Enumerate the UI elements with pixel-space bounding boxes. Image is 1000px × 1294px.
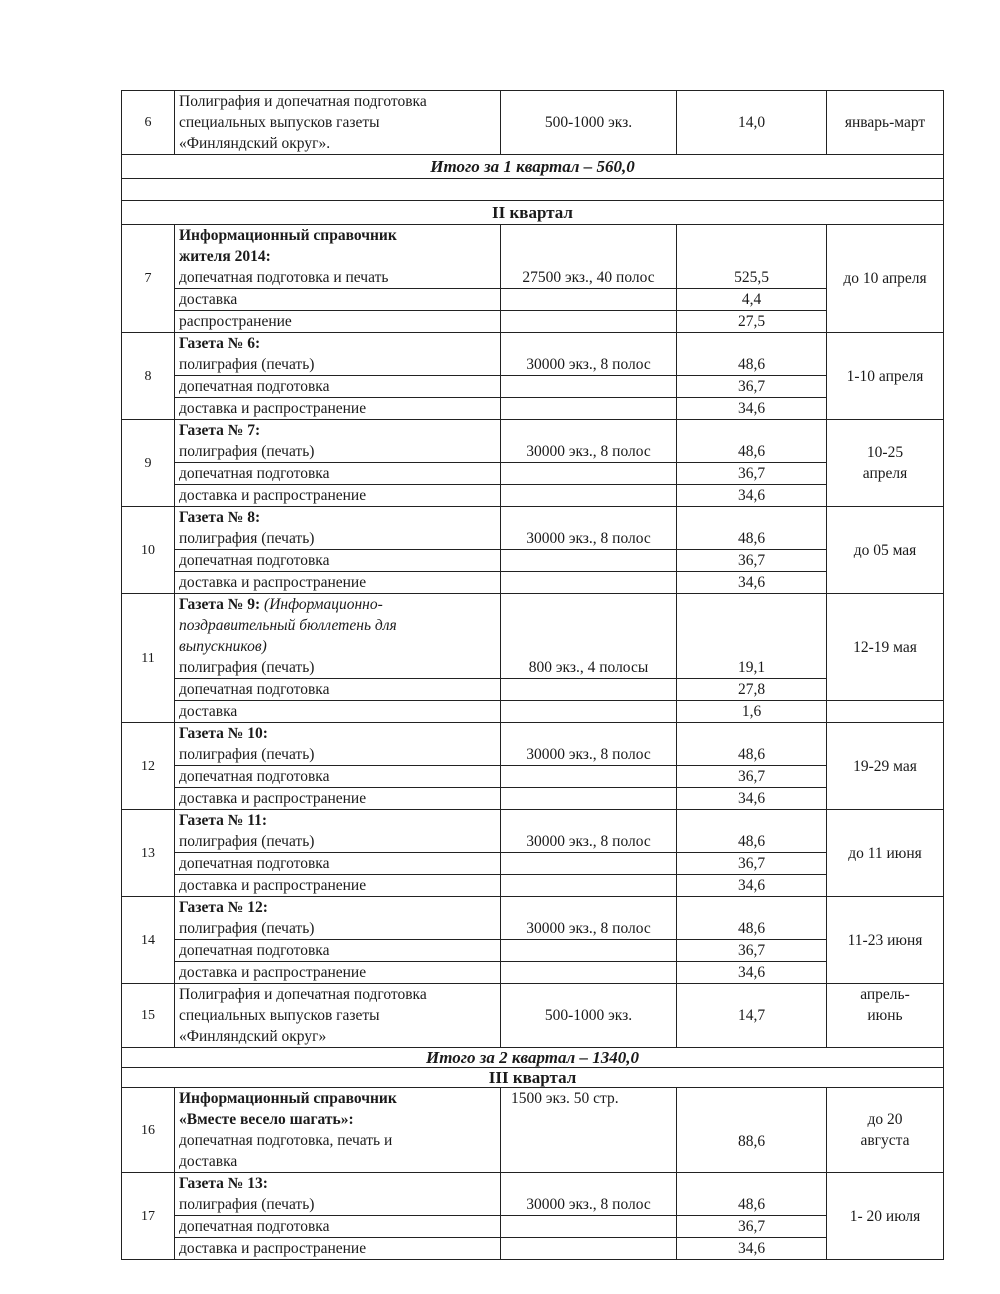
table-subrow: допечатная подготовка 36,7 <box>122 1216 944 1238</box>
item-title: Информационный справочник <box>179 227 397 244</box>
quantity: 30000 экз., 8 полос <box>501 897 677 940</box>
row-number: 15 <box>122 984 175 1048</box>
table-row <box>122 91 944 155</box>
item-subline: допечатная подготовка и печать <box>179 269 389 286</box>
deadline: 1-10 апреля <box>827 333 944 420</box>
cost: 48,6 <box>677 1173 827 1216</box>
quarter-2-total: Итого за 2 квартал – 1340,0 <box>122 1048 944 1068</box>
item-title: Газета № 9: <box>179 596 261 613</box>
table-subrow: доставка и распространение 34,6 <box>122 875 944 897</box>
cost: 14,7 <box>677 984 827 1048</box>
table-subrow: допечатная подготовка 36,7 <box>122 940 944 962</box>
item-title: Газета № 13: <box>179 1175 268 1192</box>
table-subrow: допечатная подготовка 36,7 <box>122 376 944 398</box>
item-title: Газета № 6: <box>179 335 261 352</box>
table-subrow: доставка и распространение 34,6 <box>122 485 944 507</box>
cost: 48,6 <box>677 420 827 463</box>
table-row <box>122 984 944 1048</box>
quarter-1-total: Итого за 1 квартал – 560,0 <box>122 155 944 179</box>
deadline: 19-29 мая <box>827 723 944 810</box>
table-subrow: доставка и распространение 34,6 <box>122 788 944 810</box>
row-number: 13 <box>122 810 175 897</box>
deadline: до 11 июня <box>827 810 944 897</box>
table-row: 16 Информационный справочник «Вместе весело шагать»: допечатная подготовка, печать и доставка 1500 экз. 50 стр. 88,6 до 20 августа <box>122 1088 944 1173</box>
deadline: до 05 мая <box>827 507 944 594</box>
row-number: 8 <box>122 333 175 420</box>
quantity: 30000 экз., 8 полос <box>501 420 677 463</box>
deadline: 11-23 июня <box>827 897 944 984</box>
table-row: 10 Газета № 8: полиграфия (печать) 30000 экз., 8 полос 48,6 до 05 мая <box>122 507 944 550</box>
quarter-header-row <box>122 201 944 225</box>
quarter-header-row <box>122 1068 944 1088</box>
quarter-2-header: II квартал <box>122 201 944 225</box>
table-row: 8 Газета № 6: полиграфия (печать) 30000 экз., 8 полос 48,6 1-10 апреля <box>122 333 944 376</box>
row-number: 9 <box>122 420 175 507</box>
item-description: Полиграфия и допечатная подготовка специальных выпусков газеты «Финляндский округ» <box>175 984 501 1048</box>
table-row: 7 Информационный справочник жителя 2014: допечатная подготовка и печать 27500 экз., 40 полос 525,5 до 10 апреля <box>122 225 944 289</box>
cost: 19,1 <box>677 594 827 679</box>
row-number: 6 <box>122 91 175 155</box>
item-title: Газета № 7: <box>179 422 261 439</box>
cost: 525,5 <box>677 225 827 289</box>
table-subrow: допечатная подготовка 36,7 <box>122 463 944 485</box>
quantity: 500-1000 экз. <box>501 984 677 1048</box>
row-number: 17 <box>122 1173 175 1260</box>
deadline: 1- 20 июля <box>827 1173 944 1260</box>
table-row: 11 Газета № 9: (Информационно- поздравительный бюллетень для выпускников) полиграфия (печать) 800 экз., 4 полосы 19,1 12-19 мая <box>122 594 944 679</box>
cost: 48,6 <box>677 723 827 766</box>
item-description: Полиграфия и допечатная подготовка специальных выпусков газеты «Финляндский округ». <box>175 91 501 155</box>
row-number: 10 <box>122 507 175 594</box>
item-title: Газета № 8: <box>179 509 261 526</box>
table-subrow: доставка и распространение 34,6 <box>122 962 944 984</box>
deadline: январь-март <box>827 91 944 155</box>
spacer-row <box>122 179 944 201</box>
table-row: 9 Газета № 7: полиграфия (печать) 30000 экз., 8 полос 48,6 10-25 апреля <box>122 420 944 463</box>
table-row: 13 Газета № 11: полиграфия (печать) 30000 экз., 8 полос 48,6 до 11 июня <box>122 810 944 853</box>
deadline: до 20 августа <box>827 1088 944 1173</box>
row-number: 16 <box>122 1088 175 1173</box>
quantity: 30000 экз., 8 полос <box>501 723 677 766</box>
cost: 48,6 <box>677 507 827 550</box>
deadline: апрель- июнь <box>827 984 944 1048</box>
quantity: 500-1000 экз. <box>501 91 677 155</box>
table-subrow: допечатная подготовка 36,7 <box>122 550 944 572</box>
row-number: 11 <box>122 594 175 723</box>
deadline: 10-25 апреля <box>827 420 944 507</box>
item-title: Газета № 12: <box>179 899 268 916</box>
quantity: 30000 экз., 8 полос <box>501 810 677 853</box>
table-subrow: распространение 27,5 <box>122 311 944 333</box>
cost: 48,6 <box>677 810 827 853</box>
cost: 14,0 <box>677 91 827 155</box>
quarter-3-header: III квартал <box>122 1068 944 1088</box>
cost: 48,6 <box>677 333 827 376</box>
table-row: 17 Газета № 13: полиграфия (печать) 30000 экз., 8 полос 48,6 1- 20 июля <box>122 1173 944 1216</box>
deadline: 12-19 мая <box>827 594 944 701</box>
table-subrow: доставка 4,4 <box>122 289 944 311</box>
table-subrow: допечатная подготовка 27,8 <box>122 679 944 701</box>
row-number: 12 <box>122 723 175 810</box>
budget-table <box>121 90 944 1260</box>
table-subrow: доставка 1,6 <box>122 701 944 723</box>
item-title: Информационный справочник <box>179 1090 397 1107</box>
item-title: Газета № 11: <box>179 812 268 829</box>
row-number: 14 <box>122 897 175 984</box>
quarter-total-row <box>122 1048 944 1068</box>
table-subrow: доставка и распространение 34,6 <box>122 572 944 594</box>
quantity: 30000 экз., 8 полос <box>501 333 677 376</box>
cost: 88,6 <box>677 1088 827 1173</box>
cost: 48,6 <box>677 897 827 940</box>
quantity: 27500 экз., 40 полос <box>501 225 677 289</box>
table-subrow: доставка и распространение 34,6 <box>122 398 944 420</box>
budget-table-sheet <box>121 90 943 1260</box>
quantity: 1500 экз. 50 стр. <box>501 1088 677 1173</box>
item-title: Газета № 10: <box>179 725 268 742</box>
quarter-total-row <box>122 155 944 179</box>
quantity: 30000 экз., 8 полос <box>501 1173 677 1216</box>
row-number: 7 <box>122 225 175 333</box>
table-row: 14 Газета № 12: полиграфия (печать) 30000 экз., 8 полос 48,6 11-23 июня <box>122 897 944 940</box>
table-row: 12 Газета № 10: полиграфия (печать) 30000 экз., 8 полос 48,6 19-29 мая <box>122 723 944 766</box>
table-subrow: допечатная подготовка 36,7 <box>122 766 944 788</box>
quantity: 800 экз., 4 полосы <box>501 594 677 679</box>
table-subrow: допечатная подготовка 36,7 <box>122 853 944 875</box>
quantity: 30000 экз., 8 полос <box>501 507 677 550</box>
table-subrow: доставка и распространение 34,6 <box>122 1238 944 1260</box>
deadline: до 10 апреля <box>827 225 944 333</box>
